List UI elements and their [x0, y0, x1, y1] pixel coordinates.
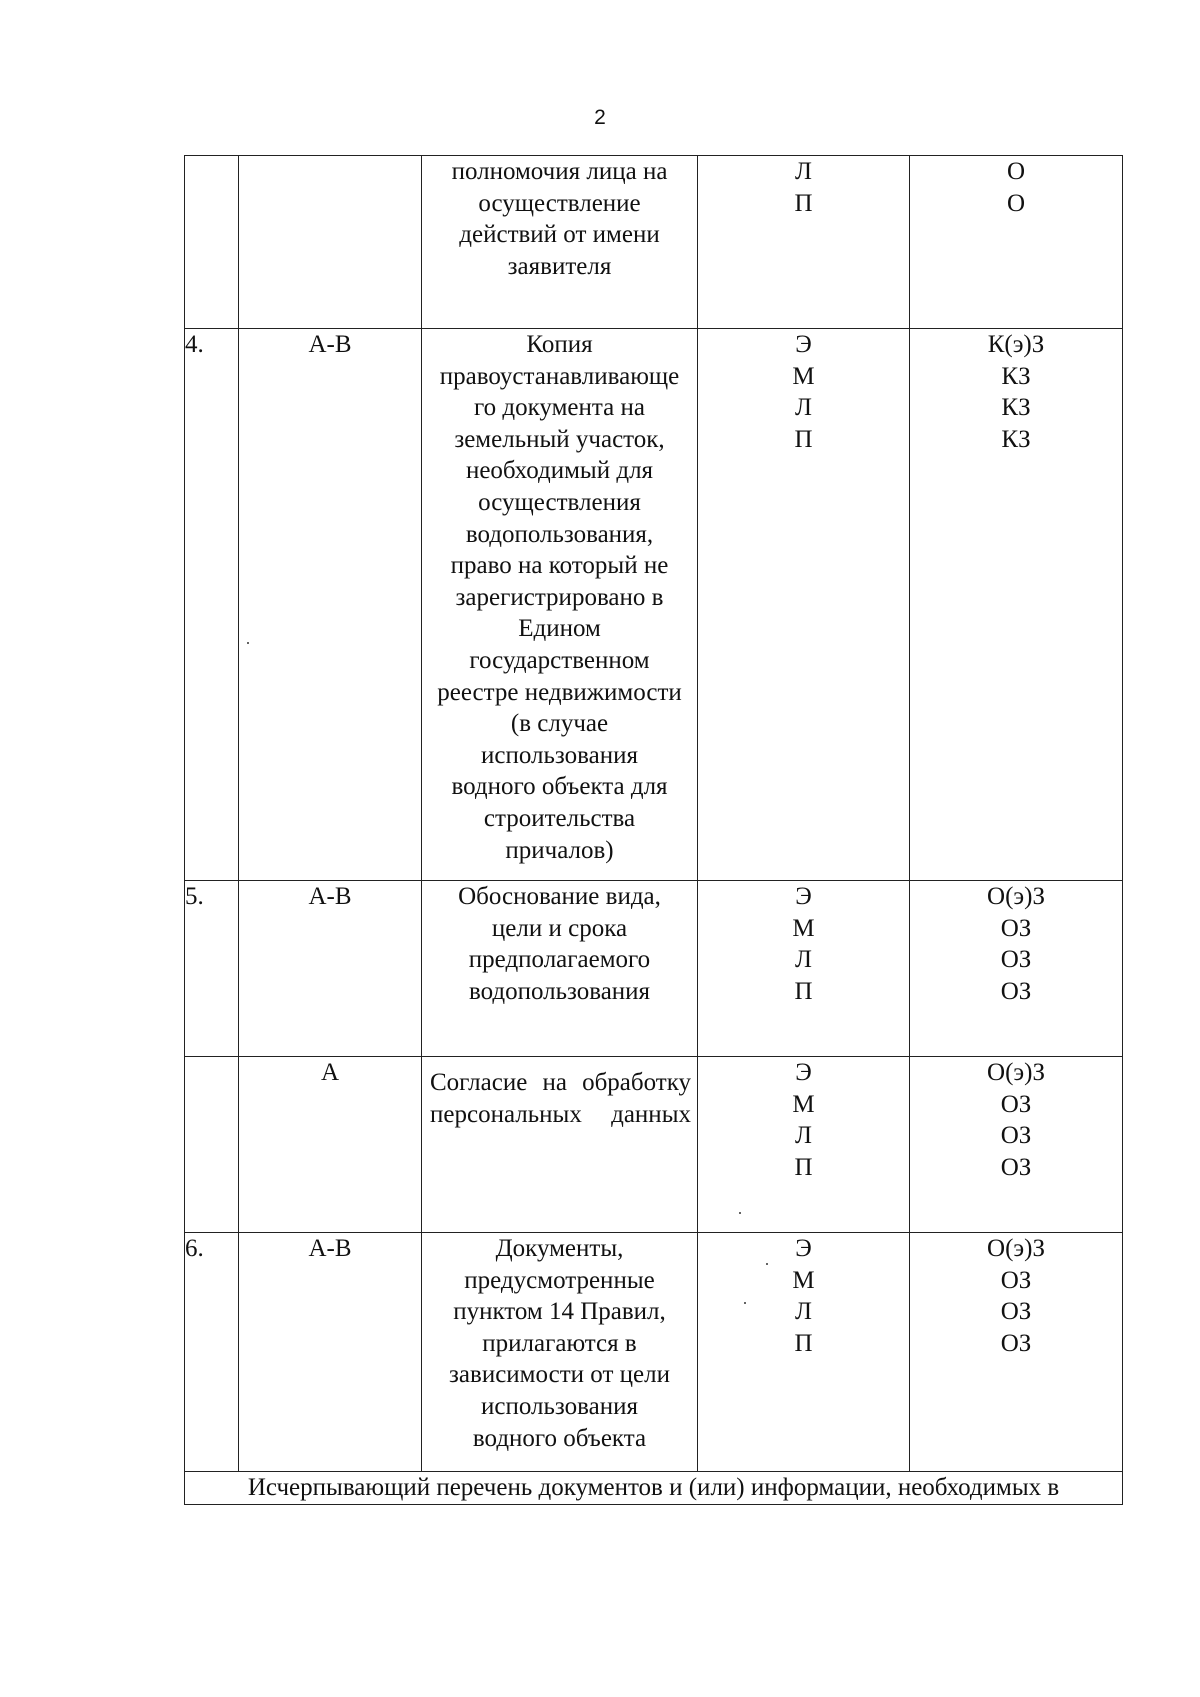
- document-name-cell: [422, 156, 698, 329]
- scan-speck: [744, 1302, 746, 1304]
- document-name-line: Документы,: [495, 1235, 624, 1262]
- requirement-cell: [910, 881, 1123, 1057]
- submission-form-code: Л: [795, 1298, 812, 1326]
- document-name-line: осуществление: [478, 189, 641, 217]
- document-name-line: необходимый для: [465, 457, 654, 485]
- table-footer-row: [185, 1472, 1123, 1505]
- submission-form-code: М: [792, 1090, 815, 1118]
- document-name-line: государственном: [469, 646, 650, 674]
- submission-form-code: П: [794, 977, 813, 1005]
- scan-speck: [739, 1212, 741, 1214]
- document-name-line: Обоснование вида,: [458, 883, 661, 910]
- document-name-line: земельный участок,: [454, 425, 665, 453]
- requirement-code: ОЗ: [1000, 1266, 1032, 1294]
- page-number: 2: [594, 106, 606, 129]
- documents-table: [184, 155, 1123, 1505]
- applicant-category-cell: А-В: [239, 1233, 422, 1472]
- row-number-cell: [185, 156, 239, 329]
- document-name-line: использования: [481, 741, 638, 769]
- document-name-line: водного объекта: [472, 1424, 647, 1452]
- requirement-code: ОЗ: [1000, 946, 1032, 974]
- document-name-line: водопользования: [468, 977, 651, 1005]
- document-name-line: причалов): [505, 836, 614, 864]
- document-name-line: пунктом 14 Правил,: [453, 1298, 666, 1326]
- scan-speck: [766, 1263, 768, 1265]
- row-number-cell: [185, 1057, 239, 1233]
- applicant-category-cell: [239, 156, 422, 329]
- requirement-cell: [910, 156, 1123, 329]
- submission-form-code: Э: [795, 331, 812, 358]
- scan-speck: [247, 642, 249, 644]
- requirement-code: КЗ: [1001, 394, 1031, 422]
- submission-form-code: П: [794, 1153, 813, 1181]
- requirement-code: ОЗ: [1000, 1153, 1032, 1181]
- table-row: [185, 329, 1123, 881]
- submission-form-cell: [698, 1057, 910, 1233]
- requirement-code: КЗ: [1001, 425, 1031, 453]
- document-name-line: персональных данных: [430, 1100, 691, 1128]
- document-name-line: использования: [481, 1392, 638, 1420]
- submission-form-code: П: [794, 1329, 813, 1357]
- document-name-line: предполагаемого: [468, 946, 651, 974]
- document-name-cell: [422, 329, 698, 881]
- document-name-cell: [422, 881, 698, 1057]
- row-number-cell: 6.: [185, 1233, 239, 1472]
- document-name-line: Согласие на обработку: [430, 1069, 691, 1096]
- table-row: [185, 1233, 1123, 1472]
- applicant-category-cell: А: [239, 1057, 422, 1233]
- row-number-cell: 5.: [185, 881, 239, 1057]
- requirement-code: ОЗ: [1000, 1298, 1032, 1326]
- requirement-code: ОЗ: [1000, 1090, 1032, 1118]
- document-name-line: водного объекта для: [451, 773, 668, 801]
- submission-form-code: М: [792, 362, 815, 390]
- document-name-cell: [422, 1057, 698, 1233]
- document-name-line: право на который не: [450, 552, 669, 580]
- document-name-line: правоустанавливающе: [439, 362, 680, 390]
- submission-form-code: М: [792, 914, 815, 942]
- section-heading-text: Исчерпывающий перечень документов и (или) информации, необходимых в: [247, 1474, 1060, 1501]
- document-name-line: (в случае: [510, 710, 609, 738]
- requirement-code: ОЗ: [1000, 1122, 1032, 1150]
- submission-form-code: Л: [795, 394, 812, 422]
- document-name-line: Едином: [518, 615, 601, 643]
- requirement-code: О: [1006, 189, 1026, 217]
- submission-form-code: Э: [795, 883, 812, 910]
- document-name-line: прилагаются в: [482, 1329, 637, 1357]
- requirement-cell: [910, 1233, 1123, 1472]
- requirement-code: О(э)З: [987, 883, 1045, 910]
- document-name-line: водопользования,: [465, 520, 654, 548]
- submission-form-code: Л: [795, 1122, 812, 1150]
- requirement-cell: [910, 329, 1123, 881]
- requirement-code: К(э)З: [987, 331, 1045, 358]
- document-name-line: действий от имени: [459, 221, 660, 249]
- document-name-line: осуществления: [478, 488, 641, 516]
- table-row: [185, 1057, 1123, 1233]
- applicant-category-cell: А-В: [239, 881, 422, 1057]
- submission-form-cell: [698, 881, 910, 1057]
- document-name-line: го документа на: [474, 394, 645, 422]
- document-name-line: предусмотренные: [464, 1266, 655, 1294]
- requirement-code: О(э)З: [987, 1235, 1045, 1262]
- submission-form-cell: [698, 329, 910, 881]
- document-name-line: реестре недвижимости: [437, 678, 682, 706]
- document-name-line: зарегистрировано в: [455, 583, 664, 611]
- section-heading-cell: [185, 1472, 1123, 1505]
- row-number-cell: 4.: [185, 329, 239, 881]
- submission-form-cell: [698, 1233, 910, 1472]
- submission-form-code: М: [792, 1266, 815, 1294]
- document-name-line: зависимости от цели: [449, 1361, 670, 1389]
- requirement-code: ОЗ: [1000, 914, 1032, 942]
- table-row: [185, 156, 1123, 329]
- requirement-code: О: [1006, 158, 1026, 185]
- submission-form-code: П: [794, 425, 813, 453]
- submission-form-code: Э: [795, 1235, 812, 1262]
- applicant-category-cell: А-В: [239, 329, 422, 881]
- requirement-code: О(э)З: [987, 1059, 1045, 1086]
- requirement-code: ОЗ: [1000, 977, 1032, 1005]
- submission-form-code: П: [794, 189, 813, 217]
- document-name-line: строительства: [483, 804, 636, 832]
- requirement-code: КЗ: [1001, 362, 1031, 390]
- submission-form-cell: [698, 156, 910, 329]
- table-row: [185, 881, 1123, 1057]
- requirement-code: ОЗ: [1000, 1329, 1032, 1357]
- requirement-cell: [910, 1057, 1123, 1233]
- document-name-cell: [422, 1233, 698, 1472]
- document-name-line: Копия: [526, 331, 593, 358]
- document-name-line: цели и срока: [491, 914, 628, 942]
- submission-form-code: Э: [795, 1059, 812, 1086]
- submission-form-code: Л: [795, 946, 812, 974]
- document-name-line: полномочия лица на: [451, 158, 668, 185]
- submission-form-code: Л: [795, 158, 812, 185]
- document-name-line: заявителя: [507, 252, 612, 280]
